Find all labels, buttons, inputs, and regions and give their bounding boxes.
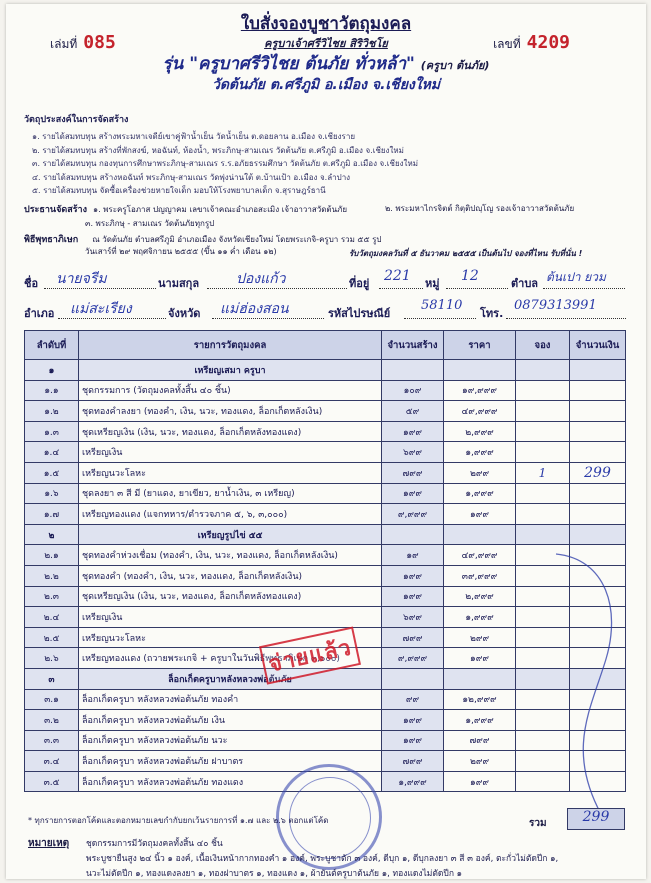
organizer-item: ๑. พระครูโอภาส ปญญาคม เลขาเจ้าคณะอำเภอสะเมิง เจ้าอาวาสวัดต้นภัย	[92, 205, 348, 214]
col-header-no: ลำดับที่	[25, 331, 79, 360]
moo-label: หมู่	[425, 277, 440, 290]
ceremony-line-2: วันเสาร์ที่ ๒๙ พฤศจิกายน ๒๕๕๕ (ขึ้น ๑๑ ค่ำ เดือน ๑๒)	[85, 247, 277, 256]
section-no: ๒	[25, 524, 79, 545]
notes-text	[86, 837, 634, 879]
col-header-qty: จำนวนสร้าง	[382, 331, 444, 360]
book-cell[interactable]	[516, 483, 570, 504]
col-header-book: จอง	[516, 331, 570, 360]
name-field[interactable]: นายจรีม	[56, 271, 107, 287]
edition-name: รุ่น "ครูบาศรีวิไชย ต้นภัย ทั่วหล้า"	[162, 54, 415, 74]
book-cell[interactable]	[516, 504, 570, 525]
pen-scribble-mark	[546, 549, 626, 819]
section-title: เหรียญรูปไข่ ๕๕	[79, 524, 382, 545]
name-label: ชื่อ	[24, 277, 39, 290]
ceremony-label: พิธีพุทธาภิเษก	[24, 235, 79, 245]
item-name: ชุดเหรียญเงิน (เงิน, นวะ, ทองแดง, ล็อกเก็ตหลังทองแดง)	[79, 586, 382, 607]
book-number-label: เล่มที่	[50, 37, 78, 51]
section-no: ๑	[25, 360, 79, 381]
objective-item: ๓. รายได้สมทบทุน กองทุนการศึกษาพระภิกษุ-สามเณร ร.ร.อภัยธรรมศึกษา วัดต้นภัย ต.ศรีภูมิ อ.เมือง จ.เชียงใหม่	[32, 159, 418, 168]
footnote: * ทุกรายการตอกโค้ดและตอกหมายเลขกำกับยกเว้นรายการที่ ๑.๗ และ ๒.๖ ตอกแต่โค้ด	[28, 816, 329, 825]
item-name: ชุดกรรมการ (วัตถุมงคลทั้งสิ้น ๔๐ ชิ้น)	[79, 380, 382, 401]
item-name: เหรียญทองแดง (แจกทหาร/ตำรวจภาค ๕, ๖, ๓,๐๐๐)	[79, 504, 382, 525]
surname-field[interactable]: ปองแก้ว	[236, 271, 286, 287]
item-name: ล็อกเก็ตครูบา หลังหลวงพ่อต้นภัย ฝาบาตร	[79, 751, 382, 772]
table-row: ๓.๕ ล็อกเก็ตครูบา หลังหลวงพ่อต้นภัย ทองแดง ๑,๙๙๙ ๑๙๙	[25, 771, 626, 792]
objectives-label: วัตถุประสงค์ในการจัดสร้าง	[24, 115, 129, 125]
tambon-field[interactable]: ต้นเปา ยวม	[546, 270, 606, 284]
table-row: ๒.๕ เหรียญนวะโลหะ ๗๙๙ ๒๙๙	[25, 627, 626, 648]
item-name: เหรียญเงิน	[79, 607, 382, 628]
book-cell[interactable]	[516, 401, 570, 422]
table-row: ๒.๓ ชุดเหรียญเงิน (เงิน, นวะ, ทองแดง, ล็อกเก็ตหลังทองแดง) ๑๙๙ ๒,๙๙๙	[25, 586, 626, 607]
item-name: ชุดเหรียญเงิน (เงิน, นวะ, ทองแดง, ล็อกเก็ตหลังทองแดง)	[79, 421, 382, 442]
province-label: จังหวัด	[168, 307, 201, 320]
table-row: ๒.๔ เหรียญเงิน ๖๙๙ ๑,๙๙๙	[25, 607, 626, 628]
book-cell[interactable]	[516, 442, 570, 463]
table-row: ๒.๒ ชุดทองคำ (ทองคำ, เงิน, นวะ, ทองแดง, ล็อกเก็ตหลังเงิน) ๑๙๙ ๓๙,๙๙๙	[25, 565, 626, 586]
phone-underline	[506, 318, 626, 319]
col-header-amount: จำนวนเงิน	[570, 331, 626, 360]
col-header-price: ราคา	[444, 331, 516, 360]
moo-underline	[446, 288, 508, 289]
table-row: ๓.๑ ล็อกเก็ตครูบา หลังหลวงพ่อต้นภัย ทองคำ ๙๙ ๑๒,๙๙๙	[25, 689, 626, 710]
moo-field[interactable]: 12	[461, 268, 479, 284]
organizer-item: ๒. พระมหาไกรจิตต์ กิตฺติปญฺโญ รองเจ้าอาวาสวัดต้นภัย	[385, 204, 575, 213]
organizer-row-1	[24, 202, 347, 216]
table-row: ๑.๖ ชุดลงยา ๓ สี มี (ยาแดง, ยาเขียว, ยาน้ำเงิน, ๓ เหรียญ) ๑๙๙ ๑,๙๙๙	[25, 483, 626, 504]
paid-stamp: จ่ายแล้ว	[259, 626, 361, 684]
order-form-sheet	[6, 4, 646, 879]
objective-item: ๔. รายได้สมทบทุน สร้างหอฉันท์ พระภิกษุ-สามเณร วัดพุ่งน่านใต้ ต.บ้านเป้า อ.เมือง จ.ลำปาง	[32, 172, 351, 182]
pickup-notice: รับวัตถุมงคลวันที่ ๕ ธันวาคม ๒๕๕๕ เป็นต้นไป จองที่ไหน รับที่นั่น !	[349, 249, 583, 258]
ceremony-block	[24, 234, 381, 257]
item-name: ชุดทองคำลงยา (ทองคำ, เงิน, นวะ, ทองแดง, ล็อกเก็ตหลังเงิน)	[79, 401, 382, 422]
amount-cell[interactable]	[570, 504, 626, 525]
item-name: เหรียญนวะโลหะ	[79, 627, 382, 648]
amount-cell[interactable]	[570, 380, 626, 401]
notes-line: ชุดกรรมการมีวัตถุมงคลทั้งสิ้น ๔๐ ชิ้น	[86, 839, 223, 849]
item-name: ล็อกเก็ตครูบา หลังหลวงพ่อต้นภัย เงิน	[79, 710, 382, 731]
section-no: ๓	[25, 668, 79, 689]
book-number-value: 085	[83, 32, 116, 53]
table-row: ๒.๖ เหรียญทองแดง (ถวายพระเกจิ + ครูบาในวันพิธีพุทธาภิเษก ๓,๐๐๐) ๙,๙๙๙ ๑๙๙	[25, 648, 626, 669]
organizer-item: ๓. พระภิกษุ - สามเณร วัดต้นภัยทุกรูป	[85, 219, 215, 228]
address-field[interactable]: 221	[384, 268, 411, 284]
item-name: ชุดลงยา ๓ สี มี (ยาแดง, ยาเขียว, ยาน้ำเงิน, ๓ เหรียญ)	[79, 483, 382, 504]
book-cell[interactable]	[516, 380, 570, 401]
item-name: ล็อกเก็ตครูบา หลังหลวงพ่อต้นภัย ทองแดง	[79, 771, 382, 792]
serial-number-label: เลขที่	[493, 37, 521, 51]
notes-label: หมายเหตุ	[28, 838, 70, 849]
surname-label: นามสกุล	[158, 277, 200, 290]
section-row	[25, 524, 626, 545]
objective-item: ๕. รายได้สมทบทุน จัดซื้อเครื่องช่วยหายใจเด็ก มอบให้โรงพยาบาลเด็ก จ.สุราษฎร์ธานี	[32, 186, 326, 195]
amount-cell[interactable]	[570, 421, 626, 442]
tambon-label: ตำบล	[511, 277, 539, 290]
section-row	[25, 360, 626, 381]
table-row: ๑.๗ เหรียญทองแดง (แจกทหาร/ตำรวจภาค ๕, ๖, ๓,๐๐๐) ๙,๙๙๙ ๑๙๙	[25, 504, 626, 525]
table-row: ๓.๔ ล็อกเก็ตครูบา หลังหลวงพ่อต้นภัย ฝาบาตร ๗๙๙ ๒๙๙	[25, 751, 626, 772]
item-name: ล็อกเก็ตครูบา หลังหลวงพ่อต้นภัย นวะ	[79, 730, 382, 751]
col-header-item: รายการวัตถุมงคล	[79, 331, 382, 360]
total-label: รวม	[529, 818, 547, 829]
total-amount-field[interactable]: 299	[567, 808, 625, 830]
postal-underline	[404, 318, 476, 319]
amphoe-field[interactable]: แม่สะเรียง	[70, 301, 132, 317]
section-title: เหรียญเสมา ครูบา	[79, 360, 382, 381]
notes-line: นวะไม่ตัดปีก ๑, ทองแดงลงยา ๑, ทองฝาบาตร ๑, ทองแดง ๑, ผ้ายันต์ครูบาต้นภัย ๑, ทองแดงไม่ตัดปีก ๑	[86, 869, 463, 879]
phone-label: โทร.	[480, 307, 504, 320]
notes-line: พระบูชายืนสูง ๒๔ นิ้ว ๑ องค์, เนื้อเงินหน้ากากทองคำ ๑ องค์, พระบูชาตัก ๓ องค์, ดีบุก ๑, ดีบุกลงยา ๓ สี ๓ องค์, ตะกั่วไม่ตัดปีก ๑,	[86, 854, 559, 864]
table-row: ๑.๒ ชุดทองคำลงยา (ทองคำ, เงิน, นวะ, ทองแดง, ล็อกเก็ตหลังเงิน) ๕๙ ๔๙,๙๙๙	[25, 401, 626, 422]
table-row: ๑.๕ เหรียญนวะโลหะ ๗๙๙ ๒๙๙ 1 299	[25, 462, 626, 483]
address-underline	[379, 288, 423, 289]
table-row: ๑.๔ เหรียญเงิน ๖๙๙ ๑,๙๙๙	[25, 442, 626, 463]
section-title: ล็อกเก็ตครูบาหลังหลวงพ่อต้นภัย	[79, 668, 382, 689]
province-field[interactable]: แม่ฮ่องสอน	[220, 301, 289, 317]
organizers-label: ประธานจัดสร้าง	[24, 205, 87, 215]
objectives-list	[32, 130, 418, 198]
amount-cell[interactable]	[570, 483, 626, 504]
serial-number-value: 4209	[526, 32, 570, 53]
table-row: ๒.๑ ชุดทองคำห่วงเชื่อม (ทองคำ, เงิน, นวะ, ทองแดง, ล็อกเก็ตหลังเงิน) ๑๙ ๔๙,๙๙๙	[25, 545, 626, 566]
order-table	[24, 330, 626, 792]
postal-field[interactable]: 58110	[421, 298, 463, 313]
amount-cell[interactable]	[570, 401, 626, 422]
book-cell[interactable]: 1	[516, 462, 570, 483]
edition-title	[6, 50, 646, 77]
phone-field[interactable]: 0879313991	[514, 298, 597, 313]
temple-location: วัดต้นภัย ต.ศรีภูมิ อ.เมือง จ.เชียงใหม่	[211, 77, 441, 93]
item-name: เหรียญนวะโลหะ	[79, 462, 382, 483]
item-name: เหรียญทองแดง (ถวายพระเกจิ + ครูบาในวันพิธีพุทธาภิเษก ๓,๐๐๐)	[79, 648, 382, 669]
table-row: ๓.๒ ล็อกเก็ตครูบา หลังหลวงพ่อต้นภัย เงิน ๑๙๙ ๑,๙๙๙	[25, 710, 626, 731]
amount-cell[interactable]: 299	[570, 462, 626, 483]
item-name: ชุดทองคำห่วงเชื่อม (ทองคำ, เงิน, นวะ, ทองแดง, ล็อกเก็ตหลังเงิน)	[79, 545, 382, 566]
edition-note: (ครูบา ต้นภัย)	[420, 59, 490, 72]
book-cell[interactable]	[516, 421, 570, 442]
table-row: ๓.๓ ล็อกเก็ตครูบา หลังหลวงพ่อต้นภัย นวะ ๑๙๙ ๗๙๙	[25, 730, 626, 751]
item-name: เหรียญเงิน	[79, 442, 382, 463]
tambon-underline	[543, 288, 625, 289]
form-title: ใบสั่งจองบูชาวัตถุมงคล	[240, 14, 412, 34]
address-label: ที่อยู่	[349, 277, 370, 290]
table-row: ๑.๓ ชุดเหรียญเงิน (เงิน, นวะ, ทองแดง, ล็อกเก็ตหลังทองแดง) ๑๙๙ ๒,๙๙๙	[25, 421, 626, 442]
monk-name: ครูบาเจ้าศรีวิไชย สิริวิชโย	[264, 37, 388, 50]
item-name: ชุดทองคำ (ทองคำ, เงิน, นวะ, ทองแดง, ล็อกเก็ตหลังเงิน)	[79, 565, 382, 586]
ceremony-line-1: ณ วัดต้นภัย ตำบลศรีภูมิ อำเภอเมือง จังหวัดเชียงใหม่ โดยพระเกจิ-ครูบา รวม ๕๕ รูป	[92, 235, 382, 244]
postal-label: รหัสไปรษณีย์	[328, 307, 391, 320]
amount-cell[interactable]	[570, 442, 626, 463]
table-header-row	[25, 331, 626, 360]
objective-item: ๒. รายได้สมทบทุน สร้างที่พักสงฆ์, หอฉันท์, ห้องน้ำ, พระภิกษุ-สามเณร วัดต้นภัย ต.ศรีภูมิ อ.เมือง จ.เชียงใหม่	[32, 145, 404, 155]
objective-item: ๑. รายได้สมทบทุน สร้างพระมหาเจดีย์เขาคู่ฟ้าน้ำเย็น วัดน้ำเย็น ต.ดอยลาน อ.เมือง จ.เชียงราย	[32, 132, 356, 141]
amphoe-label: อำเภอ	[24, 307, 55, 320]
table-row: ๑.๑ ชุดกรรมการ (วัตถุมงคลทั้งสิ้น ๔๐ ชิ้น) ๑๐๙ ๑๙,๙๙๙	[25, 380, 626, 401]
item-name: ล็อกเก็ตครูบา หลังหลวงพ่อต้นภัย ทองคำ	[79, 689, 382, 710]
